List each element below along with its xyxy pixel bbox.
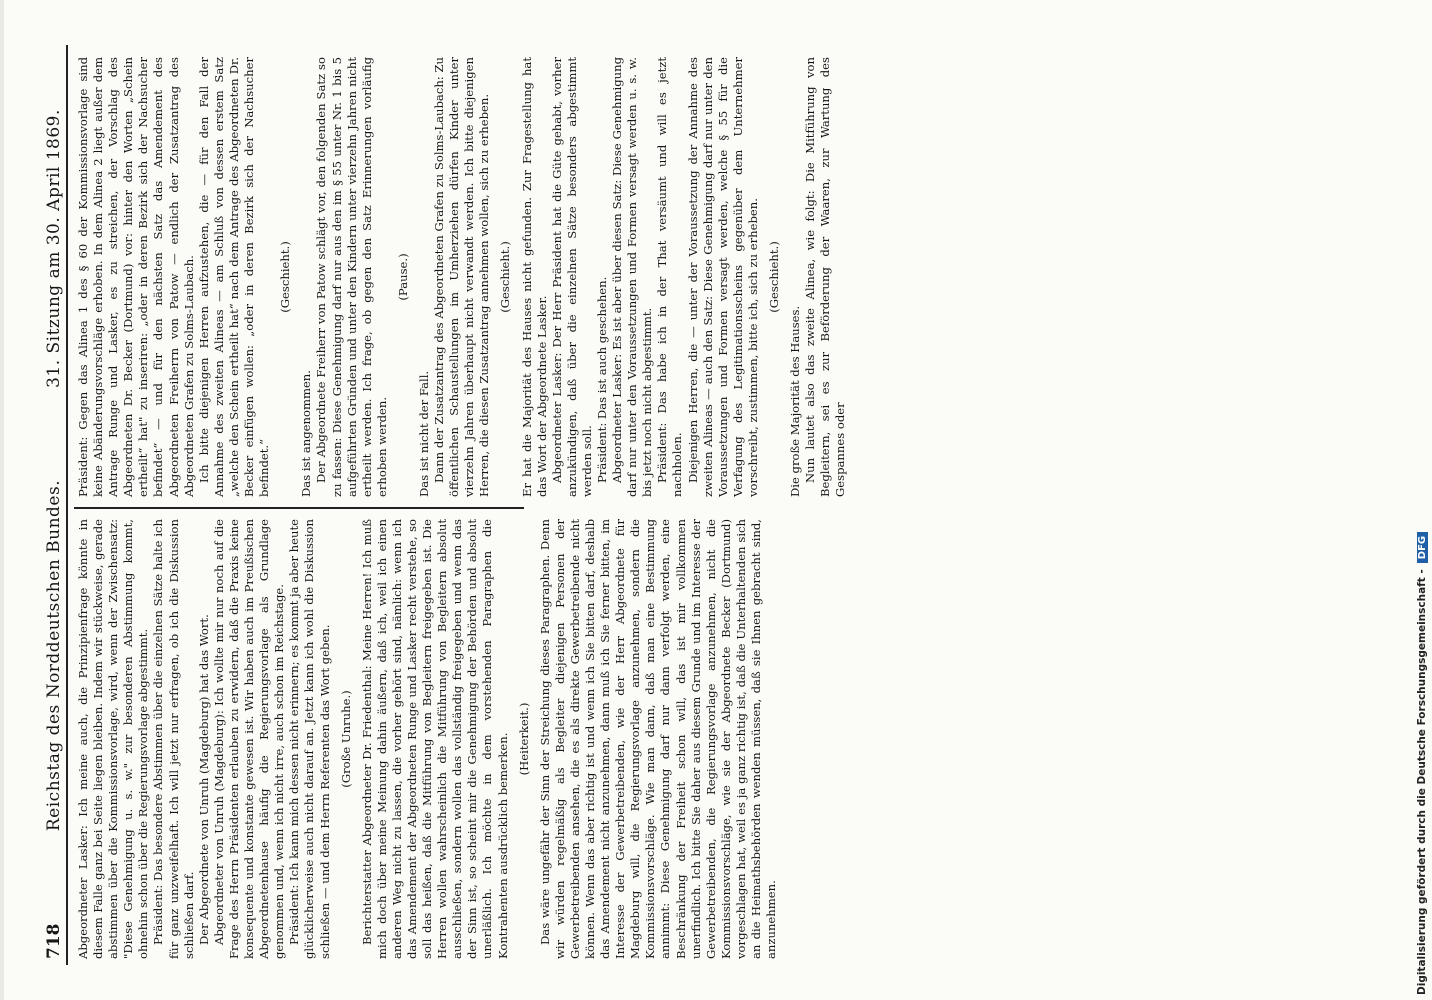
paragraph: Präsident: Das ist auch geschehen. xyxy=(595,276,609,483)
paragraph: Ich bitte diejenigen Herren aufzustehen, die — für den Fall der Annahme des zweiten Alineas — am Schluß von dessen erstem Satz „welche den Schein ertheilt hat“ nach dem Antrage des Abgeordneten Dr. Becker einfügen wollen: „oder in deren Bezirk sich der Nachsucher befindet.“ xyxy=(196,57,272,497)
stage-note: (Geschieht.) xyxy=(498,241,513,313)
paragraph: Er hat die Majorität des Hauses nicht gefunden. Zur Fragestellung hat das Wort der Abgeordnete Lasker. xyxy=(519,57,549,497)
stage-note: (Geschieht.) xyxy=(278,241,293,313)
stage-note: (Pause.) xyxy=(395,253,410,301)
paragraph: Dann der Zusatzantrag des Abgeordneten Grafen zu Solms-Laubach: Zu öffentlichen Schaustellungen im Umherziehen dürfen Kinder unter vierzehn Jahren überhaupt nicht verwandt werden. Ich bitte diejenigen Herren, die diesen Zusatzantrag annehmen wollen, sich zu erheben. xyxy=(432,57,492,497)
stage-note: (Große Unruhe.) xyxy=(338,690,353,788)
paragraph: Das wäre ungefähr der Sinn der Streichung dieses Paragraphen. Denn wir würden regelmäßig als Begleiter diejenigen Personen der Gewerbetreibenden ansehen, die es als direkte Gewerbetreibende nicht können. Wenn das aber richtig ist und wenn ich Sie bitten darf, deshalb das Amendement nicht anzunehmen, dann muß ich Sie ferner bitten, im Interesse der Gewerbetreibenden, wie der Herr Abgeordnete für Magdeburg will, die Regierungsvorlage anzunehmen, sondern die Kommissionsvorschläge. Wie man dann, daß man eine Bestimmung annimmt: Diese Genehmigung darf nur dann verfolgt werden, eine Beschränkung der Freiheit schon will, das ist mir vollkommen unerfindlich. Ich bitte Sie daher aus diesem Grunde und im Interesse der Gewerbetreibenden, die Regierungsvorlage anzunehmen, nicht die Kommissionsvorschläge, wie sie der Abgeordnete Becker (Dortmund) vorgeschlagen hat, weil es ja ganz richtig ist, daß die Unterhaltenden sich an die Heimathsbehörden wenden müssen, daß sie Ihnen gebracht sind, anzunehmen. xyxy=(537,519,779,959)
paragraph: Abgeordneter von Unruh (Magdeburg): Ich wollte mir nur noch auf die Frage des Herrn Präsidenten erlauben zu erwidern, daß die Praxis keine konsequente und konstante gewesen ist. Wir haben auch im Preußischen Abgeordnetenhause häufig die Regierungsvorlage als Grundlage genommen und, wenn ich nicht irre, auch schon im Reichstage. xyxy=(211,519,287,959)
stage-note: (Heiterkeit.) xyxy=(516,702,531,776)
paragraph: Der Abgeordnete Freiherr von Patow schlägt vor, den folgenden Satz so zu fassen: Diese Genehmigung darf nur aus den im § 55 unter Nr. 1 bis 5 aufgeführten Gründen und unter den Kindern unter vierzehn Jahren nicht ertheilt werden. Ich frage, ob gegen den Satz Erinnerungen vorläufig erhoben werden. xyxy=(314,57,389,497)
stage-note: (Geschieht.) xyxy=(767,241,782,313)
paragraph: Abgeordneter Lasker: Der Herr Präsident hat die Güte gehabt, vorher anzukündigen, daß über die einzelnen Sätze besonders abgestimmt werden soll. xyxy=(549,57,594,497)
rotated-content xyxy=(28,45,1358,965)
paragraph: Präsident: Ich kann mich dessen nicht erinnern; es kommt ja aber heute glücklicherweise auch nicht darauf an. Jetzt kann ich wohl die Diskussion schließen — und dem Herrn Referenten das Wort geben. xyxy=(287,519,332,959)
paragraph: Abgeordneter Lasker: Ich meine auch, die Prinzipienfrage könnte in diesem Falle ganz bei Seite liegen bleiben. Indem wir stückweise, gerade abstimmen über die Kommissionsvorlage, wird, wenn der Zwischensatz: "Diese Genehmigung u. s. w." zur besonderen Abstimmung kommt, ohnehin schon über die Regierungsvorlage abgestimmt. xyxy=(76,519,151,959)
paragraph: Präsident: Das besondere Abstimmen über die einzelnen Sätze halte ich für ganz unzweifelhaft. Ich will jetzt nur erfragen, ob ich die Diskussion schließen darf. xyxy=(151,519,196,959)
page-number: 718 xyxy=(44,923,64,959)
paragraph: Diejenigen Herren, die — unter der Voraussetzung der Annahme des zweiten Alineas — auch den Satz: Diese Genehmigung darf nur unter den Voraussetzungen und Formen versagt werden, welche § 55 für die Verfagung des Legitimationsscheins gegenüber dem Unternehmer vorschreibt, zustimmen, bitte ich, sich zu erheben. xyxy=(685,57,760,497)
column-divider xyxy=(74,507,524,509)
paragraph: Präsident: Das habe ich in der That versäumt und will es jetzt nachholen. xyxy=(655,57,685,497)
paragraph: Nun lautet also das zweite Alinea, wie folgt: Die Mitführung von Begleitern, sei es zur Beförderung der Waaren, zur Wartung des Gespannes oder xyxy=(803,57,848,497)
dfg-logo: DFG xyxy=(1417,532,1428,563)
running-head-left: Reichstag des Norddeutschen Bundes. xyxy=(44,479,64,832)
running-head-right: 31. Sitzung am 30. April 1869. xyxy=(44,109,64,388)
page-header xyxy=(28,45,68,965)
digitization-credit xyxy=(1415,5,1429,995)
paragraph: Abgeordneter Lasker: Es ist aber über diesen Satz: Diese Genehmigung darf nur unter den Voraussetzungen und Formen versagt werden u. s. w. bis jetzt noch nicht abgestimmt. xyxy=(610,57,655,497)
paragraph: Die große Majorität des Hauses. xyxy=(788,305,803,497)
paragraph: Präsident: Gegen das Alinea 1 des § 60 der Kommissionsvorlage sind keine Abänderungsvorschläge erhoben. In dem Alinea 2 liegt außer dem Antrage Runge und Lasker, es zu streichen, der Vorschlag des Abgeordneten Dr. Becker (Dortmund) vor: hinter den Worten „Schein ertheilt“ hat" zu inseriren: „oder in deren Bezirk sich der Nachsucher befindet“ — und für den nächsten Satz das Amendement des Abgeordneten Freiherrn von Patow — endlich der Zusatzantrag des Abgeordneten Grafen zu Solms-Laubach. xyxy=(76,57,196,497)
left-column xyxy=(76,519,779,959)
right-column xyxy=(76,57,849,497)
paragraph: Das ist nicht der Fall. xyxy=(416,370,431,497)
paragraph: Der Abgeordnete von Unruh (Magdeburg) hat das Wort. xyxy=(196,614,211,945)
page-spine xyxy=(0,0,4,1000)
credit-text: Digitalisierung gefördert durch die Deutsche Forschungsgemeinschaft - xyxy=(1416,569,1428,995)
paragraph: Berichterstatter Abgeordneter Dr. Friedenthal: Meine Herren! Ich muß mich doch über meine Meinung dahin äußern, daß ich, weil ich einen anderen Weg nicht zu lassen, die vorher gehört sind, nämlich: wenn ich das Amendement der Abgeordneten Runge und Lasker recht verstehe, so soll das heißen, daß die Mitführung von Begleitern freigegeben ist. Die Herren wollen wahrscheinlich die Mitführung von Begleitern absolut ausschließen, sondern wollen das vollständig freigegeben und wenn das der Sinn ist, so scheint mir die Genehmigung der Behörden und absolut unerläßlich. Ich möchte in dem vorstehenden Paragraphen die Kontrahenten ausdrücklich bemerken. xyxy=(359,519,510,959)
paragraph: Das ist angenommen. xyxy=(299,370,314,497)
